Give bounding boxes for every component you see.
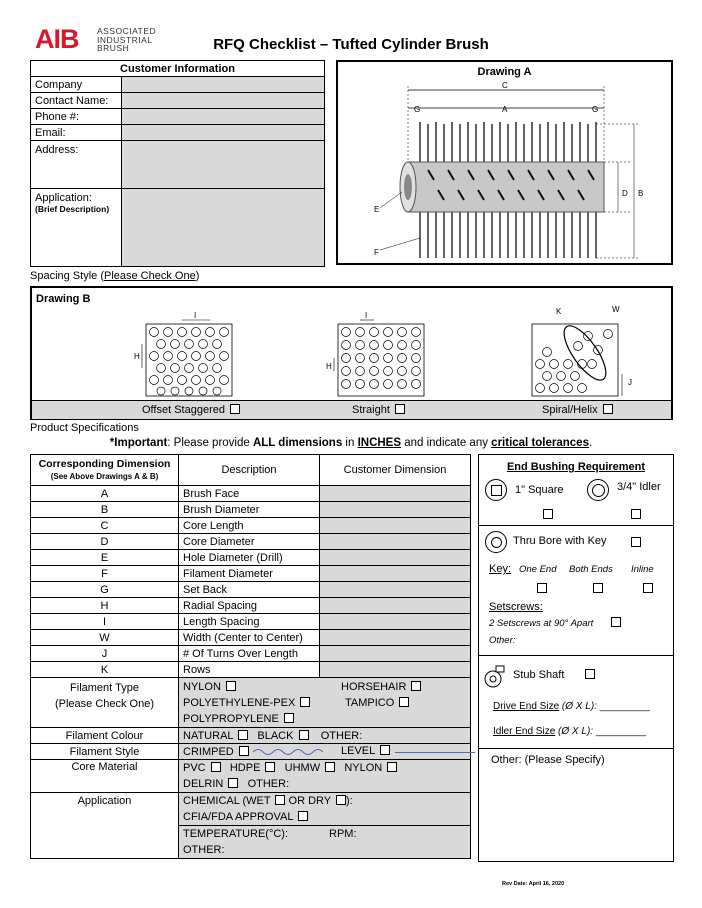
- customer-dimension-input[interactable]: [320, 518, 471, 534]
- idler-bushing-icon: [587, 479, 609, 501]
- nylon-checkbox[interactable]: [226, 681, 236, 691]
- polypropylene-checkbox[interactable]: [284, 713, 294, 723]
- table-row: [31, 534, 471, 550]
- core-material-options: [179, 760, 471, 793]
- inline-checkbox[interactable]: [643, 583, 653, 593]
- table-row: [31, 502, 471, 518]
- customer-info-table: [30, 60, 325, 267]
- spacing-drawings: [32, 288, 671, 400]
- opt-nylon-core: NYLON: [344, 762, 383, 774]
- opt-uhmw: UHMW: [284, 762, 321, 774]
- field-label: Address:: [31, 141, 122, 189]
- customer-info-heading: Customer Information: [31, 61, 325, 77]
- label-e: E: [374, 205, 380, 214]
- drawing-a-box: [336, 60, 673, 265]
- key-inline: Inline: [631, 564, 654, 575]
- idler-label: 3/4" Idler: [617, 481, 661, 493]
- dimension-description: Length Spacing: [179, 614, 320, 630]
- filament-colour-label: Filament Colour: [31, 728, 179, 744]
- table-row: [31, 614, 471, 630]
- opt-chemical: CHEMICAL (WET: [183, 795, 271, 807]
- size-unit: (Ø X L):: [558, 726, 594, 737]
- drive-end-size: [493, 701, 650, 712]
- customer-dimension-input[interactable]: [320, 550, 471, 566]
- customer-dimension-input[interactable]: [320, 566, 471, 582]
- spacing-label-link: Please Check One: [103, 270, 196, 282]
- dry-checkbox[interactable]: [336, 795, 346, 805]
- cfia-checkbox[interactable]: [298, 811, 308, 821]
- table-row: [31, 550, 471, 566]
- filament-style-label: Filament Style: [31, 744, 179, 760]
- option-label: Spiral/Helix: [542, 404, 598, 416]
- field-label: Email:: [31, 125, 122, 141]
- specs-table: [30, 454, 471, 859]
- label-j: J: [628, 378, 632, 387]
- label-f: F: [374, 248, 379, 257]
- field-label: Contact Name:: [31, 93, 122, 109]
- phone-input[interactable]: [122, 109, 325, 125]
- thru-bore-icon: [485, 531, 507, 553]
- setscrews-checkbox[interactable]: [611, 617, 621, 627]
- label-a: A: [502, 105, 508, 114]
- hdpe-checkbox[interactable]: [265, 762, 275, 772]
- customer-dimension-input[interactable]: [320, 646, 471, 662]
- size-unit: (Ø X L):: [561, 701, 597, 712]
- opt-other-core: OTHER:: [247, 778, 290, 790]
- core-material-label: Core Material: [31, 760, 179, 793]
- cylinder-brush-drawing: [338, 62, 671, 263]
- stub-shaft-icon: [483, 663, 507, 689]
- dimension-description: Brush Face: [179, 486, 320, 502]
- dimension-description: Core Diameter: [179, 534, 320, 550]
- opt-row: [183, 809, 466, 825]
- table-row: [31, 646, 471, 662]
- customer-dimension-input[interactable]: [320, 534, 471, 550]
- dimension-description: Filament Diameter: [179, 566, 320, 582]
- setscrews-label: Setscrews:: [489, 601, 543, 613]
- important-text: : Please provide: [167, 437, 253, 449]
- application-input[interactable]: [122, 189, 325, 267]
- filament-colour-options: [179, 728, 471, 744]
- field-label: Phone #:: [31, 109, 122, 125]
- opt-other: OTHER:: [320, 729, 363, 742]
- table-row: [31, 582, 471, 598]
- end-bushing-title: End Bushing Requirement: [506, 461, 646, 473]
- label-g: G: [414, 105, 421, 114]
- important-critical: critical tolerances: [491, 437, 589, 449]
- drive-end-label: Drive End Size: [493, 701, 560, 712]
- opt-horsehair: HORSEHAIR: [341, 680, 407, 693]
- spacing-label-text: Spacing Style (: [30, 270, 104, 282]
- opt-pex: POLYETHYLENE-PEX: [183, 696, 296, 709]
- filament-type-label: Filament Type: [70, 682, 139, 694]
- label-k: K: [556, 307, 562, 316]
- square-checkbox[interactable]: [543, 509, 553, 519]
- dimension-letter: K: [31, 662, 179, 678]
- dimension-description: Core Length: [179, 518, 320, 534]
- dimension-description: Radial Spacing: [179, 598, 320, 614]
- pvc-checkbox[interactable]: [211, 762, 221, 772]
- opt-horsehair-wrap: [341, 679, 421, 695]
- tampico-checkbox[interactable]: [399, 697, 409, 707]
- label-h-2: H: [326, 362, 332, 371]
- other-label: OTHER:: [183, 844, 225, 856]
- important-inches: INCHES: [357, 437, 402, 449]
- label-c: C: [502, 81, 508, 90]
- idler-checkbox[interactable]: [631, 509, 641, 519]
- idler-end-label: Idler End Size: [493, 726, 556, 737]
- table-row: [31, 566, 471, 582]
- both-ends-checkbox[interactable]: [593, 583, 603, 593]
- crimped-checkbox[interactable]: [239, 746, 249, 756]
- option-label: Straight: [352, 404, 390, 416]
- pex-checkbox[interactable]: [300, 697, 310, 707]
- dimension-letter: G: [31, 582, 179, 598]
- table-row: [31, 662, 471, 678]
- option-label: Offset Staggered: [142, 404, 225, 416]
- square-bushing-icon: [485, 479, 507, 501]
- opt-cfia: CFIA/FDA APPROVAL: [183, 811, 294, 823]
- dimension-letter: E: [31, 550, 179, 566]
- important-text: in: [342, 437, 358, 449]
- opt-polypropylene: POLYPROPYLENE: [183, 712, 279, 725]
- setscrews-other: Other:: [489, 635, 516, 646]
- thru-bore-label: Thru Bore with Key: [513, 535, 607, 547]
- opt-natural: NATURAL: [183, 729, 234, 742]
- dimension-description: Brush Diameter: [179, 502, 320, 518]
- product-specs-heading: Product Specifications: [30, 422, 139, 434]
- opt-black: BLACK: [257, 729, 294, 742]
- idler-end-size: [493, 726, 646, 737]
- application-label-cell: [31, 189, 122, 267]
- customer-dimension-input[interactable]: [320, 502, 471, 518]
- opt-tampico-wrap: [345, 695, 409, 711]
- important-prefix: *Important: [109, 437, 168, 449]
- dimension-letter: J: [31, 646, 179, 662]
- dimension-letter: C: [31, 518, 179, 534]
- label-d: D: [622, 189, 628, 198]
- opt-row: [183, 711, 466, 727]
- opt-crimped: CRIMPED: [183, 745, 234, 758]
- customer-dimension-input[interactable]: [320, 582, 471, 598]
- straight-checkbox[interactable]: [395, 404, 405, 414]
- drawing-b-title: Drawing B: [36, 293, 91, 305]
- spacing-options-bar: [32, 400, 671, 419]
- col-description-header: Description: [179, 455, 320, 486]
- key-both-ends: Both Ends: [569, 564, 613, 575]
- opt-end: ):: [345, 795, 353, 807]
- dimension-letter: B: [31, 502, 179, 518]
- customer-dimension-input[interactable]: [320, 662, 471, 678]
- option-spiral[interactable]: [542, 404, 613, 416]
- opt-row: [183, 826, 466, 842]
- label-w: W: [612, 305, 620, 314]
- uhmw-checkbox[interactable]: [325, 762, 335, 772]
- opt-row: [183, 679, 466, 695]
- stub-shaft-checkbox[interactable]: [585, 669, 595, 679]
- table-row: [31, 598, 471, 614]
- dimension-description: Width (Center to Center): [179, 630, 320, 646]
- divider: [479, 525, 673, 526]
- opt-level-wrap: [341, 745, 390, 757]
- spiral-checkbox[interactable]: [603, 404, 613, 414]
- dimension-description: Rows: [179, 662, 320, 678]
- important-note: [0, 437, 702, 449]
- opt-level: LEVEL: [341, 745, 375, 757]
- delrin-checkbox[interactable]: [228, 778, 238, 788]
- nylon-core-checkbox[interactable]: [387, 762, 397, 772]
- customer-dimension-input[interactable]: [320, 486, 471, 502]
- opt-pvc: PVC: [183, 762, 206, 774]
- filament-type-label-cell: [31, 678, 179, 728]
- thru-bore-checkbox[interactable]: [631, 537, 641, 547]
- address-input[interactable]: [122, 141, 325, 189]
- opt-row: [183, 760, 466, 776]
- drawing-a-title: Drawing A: [477, 66, 532, 78]
- important-text: .: [588, 437, 593, 449]
- opt-nylon: NYLON: [183, 680, 221, 693]
- application-row-label: Application: [31, 793, 179, 859]
- dimension-letter: W: [31, 630, 179, 646]
- dimension-letter: H: [31, 598, 179, 614]
- drawing-b-box: [30, 286, 673, 420]
- horsehair-checkbox[interactable]: [411, 681, 421, 691]
- opt-hdpe: HDPE: [229, 762, 261, 774]
- table-row: [31, 518, 471, 534]
- important-text: and indicate any: [401, 437, 492, 449]
- important-all: ALL dimensions: [252, 437, 343, 449]
- label-i: I: [194, 311, 197, 320]
- black-checkbox[interactable]: [299, 730, 309, 740]
- crimped-wave-icon: [252, 747, 326, 757]
- table-row: [31, 486, 471, 502]
- key-one-end: One End: [519, 564, 557, 575]
- other-specify-label: Other: (Please Specify): [491, 754, 605, 766]
- drive-end-input[interactable]: _________: [599, 701, 650, 712]
- end-bushing-panel: [478, 454, 674, 862]
- spacing-style-label: [30, 270, 199, 282]
- offset-staggered-checkbox[interactable]: [230, 404, 240, 414]
- filament-style-options: [179, 744, 471, 760]
- col1-sub: (See Above Drawings A & B): [50, 471, 159, 481]
- logo-line: ASSOCIATED: [97, 26, 157, 36]
- application-label: Application:: [35, 192, 92, 204]
- label-g2: G: [592, 105, 599, 114]
- contact-name-input[interactable]: [122, 93, 325, 109]
- opt-delrin: DELRIN: [183, 778, 224, 790]
- logo-mark: AIB: [35, 24, 79, 54]
- natural-checkbox[interactable]: [238, 730, 248, 740]
- application-sublabel: (Brief Description): [35, 204, 110, 214]
- application-chemical: [179, 793, 471, 826]
- dimension-letter: D: [31, 534, 179, 550]
- opt-row: [183, 695, 466, 711]
- option-straight[interactable]: [352, 404, 405, 416]
- key-label: Key:: [489, 563, 512, 575]
- setscrews-option: 2 Setscrews at 90° Apart: [489, 618, 594, 629]
- page-title: RFQ Checklist – Tufted Cylinder Brush: [213, 36, 489, 53]
- field-label: Company: [31, 77, 122, 93]
- filament-type-sub: (Please Check One): [54, 698, 155, 710]
- spacing-label-end: ): [195, 270, 200, 282]
- col1-title: Corresponding Dimension: [38, 457, 171, 470]
- dimension-letter: F: [31, 566, 179, 582]
- customer-dimension-input[interactable]: [320, 614, 471, 630]
- dimension-letter: A: [31, 486, 179, 502]
- label-b: B: [638, 189, 644, 198]
- company-input[interactable]: [122, 77, 325, 93]
- email-input[interactable]: [122, 125, 325, 141]
- label-h: H: [134, 352, 140, 361]
- filament-type-options: [179, 678, 471, 728]
- opt-row: [183, 776, 466, 792]
- col-customer-dimension-header: Customer Dimension: [320, 455, 471, 486]
- opt-tampico: TAMPICO: [345, 696, 395, 709]
- opt-or: OR DRY: [285, 795, 334, 807]
- opt-row: [183, 793, 466, 809]
- one-end-checkbox[interactable]: [537, 583, 547, 593]
- wet-checkbox[interactable]: [275, 795, 285, 805]
- label-i-2: I: [365, 311, 368, 320]
- dimension-description: Set Back: [179, 582, 320, 598]
- idler-end-input[interactable]: _________: [595, 726, 646, 737]
- table-row: [31, 630, 471, 646]
- dimension-description: Hole Diameter (Drill): [179, 550, 320, 566]
- logo-line: INDUSTRIAL: [97, 34, 153, 45]
- temperature-label: TEMPERATURE(°C):: [183, 828, 289, 840]
- application-temperature: [179, 826, 471, 859]
- divider: [479, 655, 673, 656]
- rpm-label: RPM:: [329, 828, 357, 840]
- dimension-description: # Of Turns Over Length: [179, 646, 320, 662]
- divider: [479, 748, 673, 749]
- square-label: 1" Square: [515, 484, 564, 496]
- level-checkbox[interactable]: [380, 745, 390, 755]
- col-dimension-header: [31, 455, 179, 486]
- rev-date: Rev Date: April 16, 2020: [502, 881, 565, 887]
- customer-dimension-input[interactable]: [320, 630, 471, 646]
- customer-dimension-input[interactable]: [320, 598, 471, 614]
- dimension-letter: I: [31, 614, 179, 630]
- option-offset-staggered[interactable]: [142, 404, 240, 416]
- logo-line: BRUSH: [97, 43, 130, 53]
- level-line-icon: [395, 752, 475, 753]
- stub-shaft-label: Stub Shaft: [513, 669, 565, 681]
